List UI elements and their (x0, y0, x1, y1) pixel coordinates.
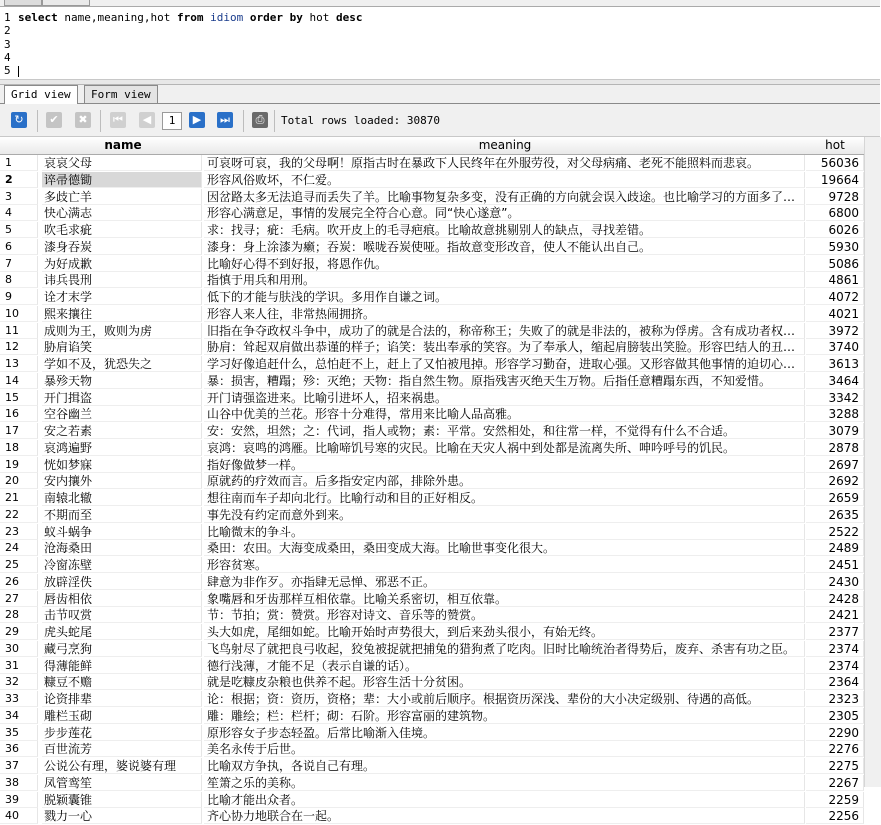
toolbar-separator (37, 110, 38, 132)
meaning-cell[interactable]: 原形容女子步态轻盈。后常比喻渐入佳境。 (204, 725, 805, 741)
hot-cell[interactable]: 2305 (806, 708, 864, 724)
meaning-cell[interactable]: 笙箫之乐的美称。 (204, 775, 805, 791)
meaning-cell[interactable]: 就是吃糠皮杂粮也供养不起。形容生活十分贫困。 (204, 674, 805, 690)
meaning-cell[interactable]: 因岔路太多无法追寻而丢失了羊。比喻事物复杂多变，没有正确的方向就会误入歧途。也比喻学习的方面多了… (204, 189, 805, 205)
meaning-cell[interactable]: 哀鸿：哀鸣的鸿雁。比喻啼饥号寒的灾民。比喻在天灾人祸中到处都是流离失所、呻吟呼号的饥民。 (204, 440, 805, 456)
name-cell[interactable]: 漆身吞炭 (42, 239, 202, 255)
name-cell[interactable]: 空谷幽兰 (42, 406, 202, 422)
meaning-cell[interactable]: 低下的才能与肤浅的学识。多用作自谦之词。 (204, 289, 805, 305)
meaning-cell[interactable]: 形容人来人往，非常热闹拥挤。 (204, 306, 805, 322)
hot-cell[interactable]: 2374 (806, 641, 864, 657)
hot-cell[interactable]: 2290 (806, 725, 864, 741)
table-row[interactable] (0, 775, 880, 792)
name-cell[interactable]: 得薄能鲜 (42, 658, 202, 674)
column-header-hot[interactable]: hot (806, 137, 865, 155)
meaning-cell[interactable]: 学习好像追赶什么，总怕赶不上，赶上了又怕被甩掉。形容学习勤奋，进取心强。又形容做其他事情的迫切心… (204, 356, 805, 372)
hot-cell[interactable]: 2878 (806, 440, 864, 456)
hot-cell[interactable]: 6800 (806, 205, 864, 221)
hot-cell[interactable]: 2276 (806, 741, 864, 757)
hot-cell[interactable]: 3288 (806, 406, 864, 422)
name-cell[interactable]: 安内攘外 (42, 473, 202, 489)
name-cell[interactable]: 蚁斗蜗争 (42, 524, 202, 540)
row-number-cell[interactable]: 15 (0, 390, 38, 406)
result-tabs-strip (0, 0, 880, 7)
name-cell[interactable]: 哀鸿遍野 (42, 440, 202, 456)
editor-line[interactable] (0, 64, 19, 77)
table-row[interactable] (0, 473, 880, 490)
row-number-cell[interactable]: 37 (0, 758, 38, 774)
row-number-cell[interactable]: 13 (0, 356, 38, 372)
meaning-cell[interactable]: 节：节拍；赏：赞赏。形容对诗文、音乐等的赞赏。 (204, 607, 805, 623)
page-number-input[interactable]: 1 (162, 112, 182, 130)
line-number: 1 (4, 11, 11, 24)
editor-line[interactable] (0, 51, 18, 64)
text-caret (18, 66, 19, 77)
name-cell[interactable]: 讳兵畏刑 (42, 272, 202, 288)
hot-cell[interactable]: 2421 (806, 607, 864, 623)
editor-line[interactable] (0, 38, 18, 51)
sql-token (243, 11, 250, 24)
row-number-cell[interactable]: 23 (0, 524, 38, 540)
row-number-cell[interactable]: 7 (0, 256, 38, 272)
row-number-cell[interactable]: 10 (0, 306, 38, 322)
name-cell[interactable]: 哀哀父母 (42, 155, 202, 171)
row-number-cell[interactable]: 2 (0, 172, 38, 188)
meaning-cell[interactable]: 事先没有约定而意外到来。 (204, 507, 805, 523)
table-row[interactable] (0, 155, 880, 172)
hot-cell[interactable]: 2451 (806, 557, 864, 573)
meaning-cell[interactable]: 指慎于用兵和用刑。 (204, 272, 805, 288)
column-header-meaning[interactable]: meaning (204, 137, 807, 155)
name-cell[interactable]: 凤管鸾笙 (42, 775, 202, 791)
tab-form-view[interactable]: Form view (84, 85, 158, 103)
row-number-cell[interactable]: 27 (0, 591, 38, 607)
hot-cell[interactable]: 2256 (806, 808, 864, 824)
row-number-cell[interactable]: 11 (0, 323, 38, 339)
hot-cell[interactable]: 5930 (806, 239, 864, 255)
row-number-cell[interactable]: 18 (0, 440, 38, 456)
row-number-cell[interactable]: 35 (0, 725, 38, 741)
result-grid[interactable] (0, 137, 880, 824)
name-cell[interactable]: 暴殄天物 (42, 373, 202, 389)
row-number-cell[interactable]: 39 (0, 792, 38, 808)
name-cell[interactable]: 吹毛求疵 (42, 222, 202, 238)
tab-grid-view[interactable]: Grid view (4, 85, 78, 104)
name-cell[interactable]: 放辟淫佚 (42, 574, 202, 590)
table-row[interactable] (0, 524, 880, 541)
toolbar-separator (243, 110, 244, 132)
meaning-cell[interactable]: 飞鸟射尽了就把良弓收起，狡兔被捉就把捕兔的猎狗煮了吃肉。旧时比喻统治者得势后，废弃、杀害有功之臣。 (204, 641, 805, 657)
hot-cell[interactable]: 9728 (806, 189, 864, 205)
name-cell[interactable]: 开门揖盗 (42, 390, 202, 406)
row-number-cell[interactable]: 20 (0, 473, 38, 489)
sql-token: select (18, 11, 58, 24)
hot-cell[interactable]: 56036 (806, 155, 864, 171)
name-cell[interactable]: 熙来攘往 (42, 306, 202, 322)
line-number: 5 (4, 64, 11, 78)
table-row[interactable] (0, 691, 880, 708)
name-cell[interactable]: 脱颖囊锥 (42, 792, 202, 808)
table-row[interactable] (0, 808, 880, 825)
name-cell[interactable]: 戮力一心 (42, 808, 202, 824)
table-row[interactable] (0, 306, 880, 323)
next-page-icon[interactable]: ▶ (189, 112, 205, 128)
hot-cell[interactable]: 2430 (806, 574, 864, 590)
table-row[interactable] (0, 540, 880, 557)
table-row[interactable] (0, 256, 880, 273)
table-row[interactable] (0, 641, 880, 658)
meaning-cell[interactable]: 比喻才能出众者。 (204, 792, 805, 808)
hot-cell[interactable]: 6026 (806, 222, 864, 238)
sql-token: desc (335, 11, 363, 24)
hot-cell[interactable]: 2692 (806, 473, 864, 489)
row-number-cell[interactable]: 6 (0, 239, 38, 255)
row-number-cell[interactable]: 19 (0, 457, 38, 473)
hot-cell[interactable]: 2428 (806, 591, 864, 607)
table-row[interactable] (0, 289, 880, 306)
toolbar-separator (100, 110, 101, 132)
row-number-cell[interactable]: 26 (0, 574, 38, 590)
sql-editor[interactable] (0, 7, 880, 80)
table-row[interactable] (0, 658, 880, 675)
meaning-cell[interactable]: 美名永传于后世。 (204, 741, 805, 757)
table-row[interactable] (0, 725, 880, 742)
hot-cell[interactable]: 4072 (806, 289, 864, 305)
table-row[interactable] (0, 507, 880, 524)
row-number-cell[interactable]: 36 (0, 741, 38, 757)
meaning-cell[interactable]: 可哀呀可哀，我的父母啊！原指古时在暴政下人民终年在外服劳役，对父母病痛、老死不能照料而悲哀。 (204, 155, 805, 171)
hot-cell[interactable]: 3740 (806, 339, 864, 355)
hot-cell[interactable]: 3972 (806, 323, 864, 339)
row-number-cell[interactable]: 14 (0, 373, 38, 389)
rollback-icon[interactable]: ✖ (75, 112, 91, 128)
tab-result[interactable] (4, 0, 42, 6)
name-cell[interactable]: 击节叹赏 (42, 607, 202, 623)
meaning-cell[interactable]: 开门请强盗进来。比喻引进坏人，招来祸患。 (204, 390, 805, 406)
name-cell[interactable]: 学如不及，犹恐失之 (42, 356, 202, 372)
table-row[interactable] (0, 390, 880, 407)
meaning-cell[interactable]: 形容风俗败坏，不仁爱。 (204, 172, 805, 188)
hot-cell[interactable]: 19664 (806, 172, 864, 188)
meaning-cell[interactable]: 旧指在争夺政权斗争中，成功了的就是合法的，称帝称王；失败了的就是非法的，被称为俘虏。含有成功者权… (204, 323, 805, 339)
view-tab-bar (0, 85, 880, 104)
row-number-cell[interactable]: 24 (0, 540, 38, 556)
hot-cell[interactable]: 3613 (806, 356, 864, 372)
hot-cell[interactable]: 2489 (806, 540, 864, 556)
meaning-cell[interactable]: 头大如虎，尾细如蛇。比喻开始时声势很大，到后来劲头很小，有始无终。 (204, 624, 805, 640)
hot-cell[interactable]: 2635 (806, 507, 864, 523)
table-row[interactable] (0, 272, 880, 289)
name-cell[interactable]: 谇帚德锄 (42, 172, 202, 188)
column-header-name[interactable]: name (42, 137, 205, 155)
row-number-cell[interactable]: 3 (0, 189, 38, 205)
name-cell[interactable]: 不期而至 (42, 507, 202, 523)
editor-line[interactable] (0, 11, 362, 24)
name-cell[interactable]: 糠豆不赡 (42, 674, 202, 690)
line-number: 2 (4, 24, 11, 38)
rows-loaded-status: Total rows loaded: 30870 (281, 114, 440, 127)
name-cell[interactable]: 恍如梦寐 (42, 457, 202, 473)
meaning-cell[interactable]: 桑田：农田。大海变成桑田，桑田变成大海。比喻世事变化很大。 (204, 540, 805, 556)
hot-cell[interactable]: 2522 (806, 524, 864, 540)
hot-cell[interactable]: 3464 (806, 373, 864, 389)
name-cell[interactable]: 为好成歉 (42, 256, 202, 272)
meaning-cell[interactable]: 象嘴唇和牙齿那样互相依靠。比喻关系密切，相互依靠。 (204, 591, 805, 607)
row-number-cell[interactable]: 32 (0, 674, 38, 690)
hot-cell[interactable]: 2374 (806, 658, 864, 674)
meaning-cell[interactable]: 德行浅薄，才能不足（表示自谦的话）。 (204, 658, 805, 674)
name-cell[interactable]: 安之若素 (42, 423, 202, 439)
row-number-cell[interactable]: 34 (0, 708, 38, 724)
row-number-cell[interactable]: 22 (0, 507, 38, 523)
row-number-cell[interactable]: 33 (0, 691, 38, 707)
table-row[interactable] (0, 758, 880, 775)
name-cell[interactable]: 步步莲花 (42, 725, 202, 741)
sql-token: order by (249, 11, 303, 24)
toolbar-separator (274, 110, 275, 132)
meaning-cell[interactable]: 论：根据；资：资历，资格；辈：大小或前后顺序。根据资历深浅、辈份的大小决定级别、待遇的高低。 (204, 691, 805, 707)
meaning-cell[interactable]: 形容心满意足，事情的发展完全符合心意。同“快心遂意”。 (204, 205, 805, 221)
table-row[interactable] (0, 356, 880, 373)
hot-cell[interactable]: 2697 (806, 457, 864, 473)
meaning-cell[interactable]: 漆身：身上涂漆为癞；吞炭：喉咙吞炭使哑。指故意变形改音，使人不能认出自己。 (204, 239, 805, 255)
name-cell[interactable]: 成则为王，败则为虏 (42, 323, 202, 339)
name-cell[interactable]: 藏弓烹狗 (42, 641, 202, 657)
table-row[interactable] (0, 624, 880, 641)
meaning-cell[interactable]: 比喻双方争执，各说自己有理。 (204, 758, 805, 774)
hot-cell[interactable]: 2275 (806, 758, 864, 774)
line-number: 4 (4, 50, 11, 64)
hot-cell[interactable]: 5086 (806, 256, 864, 272)
table-row[interactable] (0, 607, 880, 624)
sql-token: idiom (210, 11, 244, 24)
hot-cell[interactable]: 3079 (806, 423, 864, 439)
name-cell[interactable]: 南辕北辙 (42, 490, 202, 506)
table-row[interactable] (0, 674, 880, 691)
grid-toolbar (0, 104, 880, 137)
table-row[interactable] (0, 339, 880, 356)
row-number-cell[interactable]: 40 (0, 808, 38, 824)
row-number-cell[interactable]: 4 (0, 205, 38, 221)
row-number-cell[interactable]: 16 (0, 406, 38, 422)
table-row[interactable] (0, 323, 880, 340)
hot-cell[interactable]: 2659 (806, 490, 864, 506)
hot-cell[interactable]: 2323 (806, 691, 864, 707)
print-icon[interactable]: ⎙ (252, 112, 268, 128)
table-row[interactable] (0, 574, 880, 591)
prev-page-icon[interactable]: ◀ (139, 112, 155, 128)
row-number-cell[interactable]: 17 (0, 423, 38, 439)
meaning-cell[interactable]: 想往南而车子却向北行。比喻行动和目的正好相反。 (204, 490, 805, 506)
table-row[interactable] (0, 406, 880, 423)
row-number-cell[interactable]: 9 (0, 289, 38, 305)
name-cell[interactable]: 多歧亡羊 (42, 189, 202, 205)
hot-cell[interactable]: 2364 (806, 674, 864, 690)
sql-token: hot (302, 11, 336, 24)
commit-icon[interactable]: ✔ (46, 112, 62, 128)
sql-token: from (176, 11, 204, 24)
table-row[interactable] (0, 490, 880, 507)
meaning-cell[interactable]: 胁肩：耸起双肩做出恭谨的样子；谄笑：装出奉承的笑容。为了奉承人，缩起肩膀装出笑脸。形容巴结人的丑… (204, 339, 805, 355)
name-cell[interactable]: 快心满志 (42, 205, 202, 221)
table-row[interactable] (0, 172, 880, 189)
row-number-cell[interactable]: 1 (0, 155, 38, 171)
name-cell[interactable]: 论资排辈 (42, 691, 202, 707)
table-row[interactable] (0, 189, 880, 206)
name-cell[interactable]: 胁肩谄笑 (42, 339, 202, 355)
vertical-scrollbar[interactable] (864, 137, 881, 787)
hot-cell[interactable]: 4861 (806, 272, 864, 288)
row-number-cell[interactable]: 38 (0, 775, 38, 791)
line-number: 3 (4, 37, 11, 51)
meaning-cell[interactable]: 安：安然，坦然；之：代词，指人或物；素：平常。安然相处，和往常一样，不觉得有什么不合适。 (204, 423, 805, 439)
table-row[interactable] (0, 222, 880, 239)
meaning-cell[interactable]: 比喻好心得不到好报，将恩作仇。 (204, 256, 805, 272)
table-row[interactable] (0, 423, 880, 440)
row-number-cell[interactable]: 30 (0, 641, 38, 657)
table-row[interactable] (0, 708, 880, 725)
row-number-header (0, 137, 43, 155)
table-row[interactable] (0, 457, 880, 474)
meaning-cell[interactable]: 肆意为非作歹。亦指肆无忌惮、邪恶不正。 (204, 574, 805, 590)
name-cell[interactable]: 诠才末学 (42, 289, 202, 305)
first-page-icon[interactable]: ⏮ (110, 112, 126, 128)
name-cell[interactable]: 百世流芳 (42, 741, 202, 757)
name-cell[interactable]: 沧海桑田 (42, 540, 202, 556)
row-number-cell[interactable]: 12 (0, 339, 38, 355)
meaning-cell[interactable]: 齐心协力地联合在一起。 (204, 808, 805, 824)
name-cell[interactable]: 冷窗冻壁 (42, 557, 202, 573)
meaning-cell[interactable]: 求：找寻；疵：毛病。吹开皮上的毛寻疤痕。比喻故意挑剔别人的缺点，寻找差错。 (204, 222, 805, 238)
meaning-cell[interactable]: 原就药的疗效而言。后多指安定内部，排除外患。 (204, 473, 805, 489)
hot-cell[interactable]: 3342 (806, 390, 864, 406)
name-cell[interactable]: 雕栏玉砌 (42, 708, 202, 724)
name-cell[interactable]: 虎头蛇尾 (42, 624, 202, 640)
meaning-cell[interactable]: 暴：损害，糟蹋；殄：灭绝；天物：指自然生物。原指残害灭绝天生万物。后指任意糟蹋东西，不知爱惜。 (204, 373, 805, 389)
row-number-cell[interactable]: 31 (0, 658, 38, 674)
table-row[interactable] (0, 373, 880, 390)
row-number-cell[interactable]: 25 (0, 557, 38, 573)
row-number-cell[interactable]: 29 (0, 624, 38, 640)
hot-cell[interactable]: 2377 (806, 624, 864, 640)
meaning-cell[interactable]: 山谷中优美的兰花。形容十分难得，常用来比喻人品高雅。 (204, 406, 805, 422)
row-number-cell[interactable]: 28 (0, 607, 38, 623)
hot-cell[interactable]: 4021 (806, 306, 864, 322)
meaning-cell[interactable]: 形容贫寒。 (204, 557, 805, 573)
table-row[interactable] (0, 557, 880, 574)
table-row[interactable] (0, 205, 880, 222)
table-row[interactable] (0, 239, 880, 256)
name-cell[interactable]: 公说公有理，婆说婆有理 (42, 758, 202, 774)
last-page-icon[interactable]: ⏭ (217, 112, 233, 128)
hot-cell[interactable]: 2259 (806, 792, 864, 808)
table-row[interactable] (0, 591, 880, 608)
tab-history[interactable] (42, 0, 90, 6)
meaning-cell[interactable]: 比喻微末的争斗。 (204, 524, 805, 540)
sql-token: name,meaning,hot (57, 11, 177, 24)
refresh-icon[interactable]: ↻ (11, 112, 27, 128)
table-row[interactable] (0, 741, 880, 758)
meaning-cell[interactable]: 指好像做梦一样。 (204, 457, 805, 473)
name-cell[interactable]: 唇齿相依 (42, 591, 202, 607)
row-number-cell[interactable]: 5 (0, 222, 38, 238)
meaning-cell[interactable]: 雕：雕绘；栏：栏杆；砌：石阶。形容富丽的建筑物。 (204, 708, 805, 724)
editor-line[interactable] (0, 24, 18, 37)
hot-cell[interactable]: 2267 (806, 775, 864, 791)
table-row[interactable] (0, 792, 880, 809)
table-row[interactable] (0, 440, 880, 457)
row-number-cell[interactable]: 21 (0, 490, 38, 506)
row-number-cell[interactable]: 8 (0, 272, 38, 288)
